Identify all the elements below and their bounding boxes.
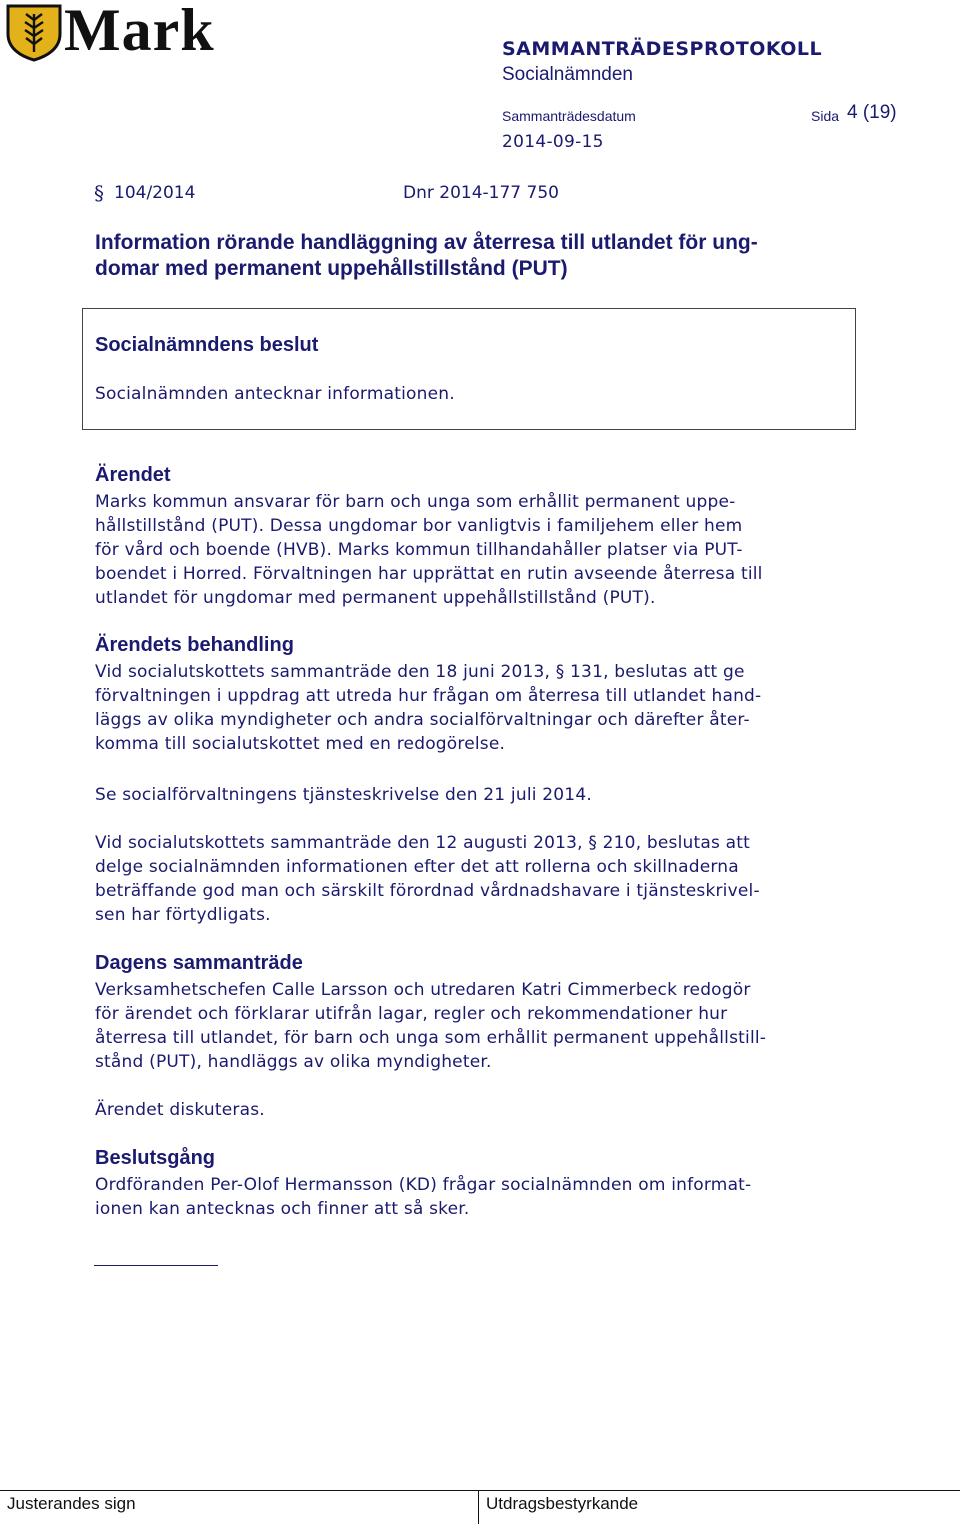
logo-wordmark: Mark	[64, 0, 215, 63]
body-line: läggs av olika myndigheter och andra socialförvaltningar och därefter åter-	[95, 710, 750, 730]
registration-number: Dnr 2014-177 750	[403, 183, 559, 203]
footer-divider	[478, 1490, 479, 1524]
document-type: SAMMANTRÄDESPROTOKOLL	[502, 38, 823, 60]
body-line: hållstillstånd (PUT). Dessa ungdomar bor vanligtvis i familjehem eller hem	[95, 516, 743, 536]
body-line: återresa till utlandet, för barn och unga som erhållit permanent uppehållstill-	[95, 1028, 767, 1048]
footer-signature-label: Justerandes sign	[7, 1494, 136, 1513]
body-line: för ärendet och förklarar utifrån lagar, regler och rekommendationer hur	[95, 1004, 728, 1024]
case-title-line: domar med permanent uppehållstillstånd (PUT)	[95, 257, 568, 280]
case-number: 104/2014	[114, 183, 196, 203]
decision-heading: Socialnämndens beslut	[95, 334, 319, 356]
section-heading-arendet: Ärendet	[95, 464, 171, 486]
case-title-line: Information rörande handläggning av återresa till utlandet för ung-	[95, 231, 758, 254]
case-title	[95, 230, 875, 282]
section-body-behandling-p3	[95, 831, 875, 927]
organization-name: Socialnämnden	[502, 64, 633, 85]
decision-box	[82, 308, 856, 430]
section-heading-dagens: Dagens sammanträde	[95, 952, 303, 974]
body-line: delge socialnämnden informationen efter det att rollerna och skillnaderna	[95, 857, 739, 877]
body-line: förvaltningen i uppdrag att utreda hur frågan om återresa till utlandet hand-	[95, 686, 762, 706]
body-line: Marks kommun ansvarar för barn och unga som erhållit permanent uppe-	[95, 492, 736, 512]
section-body-beslutsgang	[95, 1173, 875, 1221]
body-line: Se socialförvaltningens tjänsteskrivelse den 21 juli 2014.	[95, 785, 592, 805]
body-line: utlandet för ungdomar med permanent uppehållstillstånd (PUT).	[95, 588, 656, 608]
body-line: Ärendet diskuteras.	[95, 1100, 265, 1120]
meeting-date: 2014-09-15	[502, 132, 604, 152]
body-line: komma till socialutskottet med en redogörelse.	[95, 734, 506, 754]
body-line: för vård och boende (HVB). Marks kommun tillhandahåller platser via PUT-	[95, 540, 743, 560]
date-label: Sammanträdesdatum	[502, 108, 636, 124]
footer-rule	[0, 1490, 960, 1491]
paragraph-symbol: §	[94, 181, 104, 205]
body-line: boendet i Horred. Förvaltningen har upprättat en rutin avseende återresa till	[95, 564, 763, 584]
municipality-logo-icon	[4, 2, 64, 62]
section-heading-beslutsgang: Beslutsgång	[95, 1147, 216, 1169]
decision-text: Socialnämnden antecknar informationen.	[95, 384, 455, 404]
body-line: beträffande god man och särskilt förordnad vårdnadshavare i tjänsteskrivel-	[95, 881, 760, 901]
section-body-behandling-p2	[95, 783, 875, 807]
section-body-behandling-p1	[95, 660, 875, 756]
page-number: 4 (19)	[847, 102, 897, 123]
footer-certification-label: Utdragsbestyrkande	[486, 1494, 639, 1513]
section-heading-behandling: Ärendets behandling	[95, 634, 294, 656]
section-body-dagens-p1	[95, 978, 875, 1074]
body-line: stånd (PUT), handläggs av olika myndigheter.	[95, 1052, 492, 1072]
section-body-dagens-p2	[95, 1098, 875, 1122]
body-line: Vid socialutskottets sammanträde den 12 augusti 2013, § 210, beslutas att	[95, 833, 751, 853]
page-label: Sida	[811, 108, 840, 124]
body-line: ionen kan antecknas och finner att så sker.	[95, 1199, 470, 1219]
body-line: Vid socialutskottets sammanträde den 18 juni 2013, § 131, beslutas att ge	[95, 662, 745, 682]
body-line: Ordföranden Per-Olof Hermansson (KD) frågar socialnämnden om informat-	[95, 1175, 752, 1195]
end-rule	[94, 1265, 218, 1266]
body-line: Verksamhetschefen Calle Larsson och utredaren Katri Cimmerbeck redogör	[95, 980, 751, 1000]
section-body-arendet	[95, 490, 875, 610]
body-line: sen har förtydligats.	[95, 905, 271, 925]
